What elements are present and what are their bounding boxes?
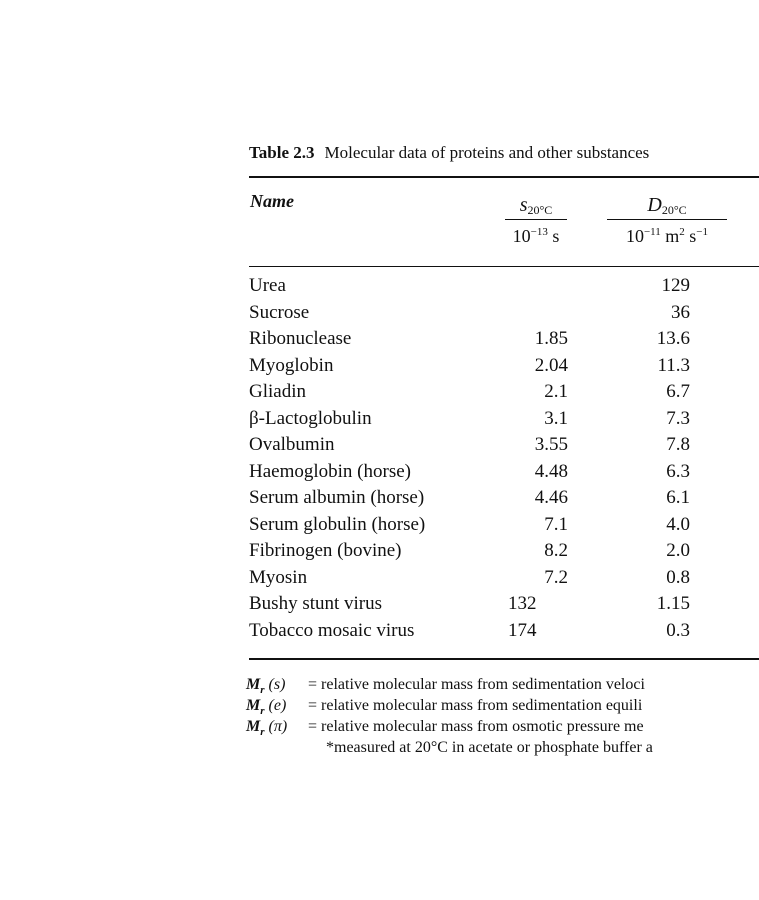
cell-name: Ribonuclease: [249, 328, 352, 349]
table-row: [0, 328, 759, 354]
cell-sedimentation: 174: [508, 619, 537, 641]
table-caption: [249, 143, 649, 163]
cell-name: Myoglobin: [249, 354, 334, 376]
cell-name: Gliadin: [249, 381, 306, 402]
note-text: = relative molecular mass from sedimentation equili: [308, 697, 643, 714]
cell-name: Haemoglobin (horse): [249, 460, 411, 482]
cell-diffusion: 7.8: [666, 434, 690, 455]
fraction-line-d: [607, 219, 727, 220]
cell-diffusion: 4.0: [666, 513, 690, 535]
top-rule: [249, 176, 759, 178]
cell-name: Serum albumin (horse): [249, 487, 425, 508]
cell-diffusion: 6.3: [666, 460, 690, 482]
cell-sedimentation: 2.04: [534, 354, 568, 376]
cell-name: Bushy stunt virus: [249, 593, 383, 614]
cell-sedimentation: 132: [508, 593, 537, 614]
cell-name: Serum globulin (horse): [249, 513, 426, 535]
table-label: Table 2.3: [249, 143, 315, 162]
cell-name: Ovalbumin: [249, 434, 335, 455]
table-row: [0, 461, 759, 487]
cell-sedimentation: 4.48: [534, 460, 568, 482]
note-text: = relative molecular mass from sedimentation veloci: [308, 676, 645, 693]
cell-diffusion: 36: [671, 301, 690, 323]
cell-name: Urea: [249, 275, 286, 296]
column-header-sedimentation: $s_{20^\circ C}$: [519, 194, 553, 217]
table-row: [0, 302, 759, 328]
note-symbol: $M_r$ (π): [246, 718, 288, 739]
note-symbol: $M_r$ (e): [246, 697, 287, 718]
unit-diffusion: $10^{-11}$ $m^2$ $s^{-1}$: [625, 226, 709, 246]
cell-diffusion: 11.3: [657, 354, 690, 376]
note-text: = relative molecular mass from osmotic pressure me: [308, 718, 644, 735]
cell-name: Sucrose: [249, 301, 310, 323]
note-symbol: $M_r$ (s): [246, 676, 286, 697]
cell-name: Tobacco mosaic virus: [249, 619, 415, 641]
cell-sedimentation: 7.1: [544, 513, 568, 535]
table-row: [0, 540, 759, 566]
fraction-line-s: [505, 219, 567, 220]
bottom-rule: [249, 658, 759, 660]
table-row: [0, 381, 759, 407]
cell-name: Fibrinogen (bovine): [249, 540, 402, 561]
cell-sedimentation: 2.1: [544, 381, 568, 402]
footnote-text: *measured at 20°C in acetate or phosphate buffer a: [326, 739, 653, 756]
cell-diffusion: 1.15: [656, 593, 690, 614]
cell-sedimentation: 8.2: [544, 540, 568, 561]
cell-diffusion: 0.3: [666, 619, 690, 641]
cell-diffusion: 7.3: [666, 407, 690, 429]
cell-name: Myosin: [249, 566, 308, 588]
unit-sedimentation: $10^{-13}$ s: [512, 226, 560, 246]
cell-diffusion: 13.6: [656, 328, 690, 349]
cell-name: β-Lactoglobulin: [249, 407, 372, 429]
cell-diffusion: 129: [661, 275, 690, 296]
table-row: [0, 275, 759, 301]
table-row: [0, 514, 759, 540]
cell-sedimentation: 4.46: [534, 487, 568, 508]
table-row: [0, 620, 759, 646]
cell-diffusion: 6.1: [666, 487, 690, 508]
column-header-name: Name: [250, 191, 294, 211]
cell-sedimentation: 3.55: [534, 434, 568, 455]
column-header-diffusion: $D_{20^\circ C}$: [647, 194, 687, 217]
cell-diffusion: 2.0: [666, 540, 690, 561]
table-row: [0, 408, 759, 434]
cell-diffusion: 0.8: [666, 566, 690, 588]
table-title: Molecular data of proteins and other substances: [324, 143, 650, 162]
table-row: [0, 567, 759, 593]
cell-sedimentation: 1.85: [534, 328, 568, 349]
header-rule: [249, 266, 759, 267]
table-row: [0, 593, 759, 619]
cell-sedimentation: 7.2: [544, 566, 568, 588]
cell-diffusion: 6.7: [666, 381, 690, 402]
cell-sedimentation: 3.1: [544, 407, 568, 429]
table-row: [0, 434, 759, 460]
table-row: [0, 487, 759, 513]
table-row: [0, 355, 759, 381]
